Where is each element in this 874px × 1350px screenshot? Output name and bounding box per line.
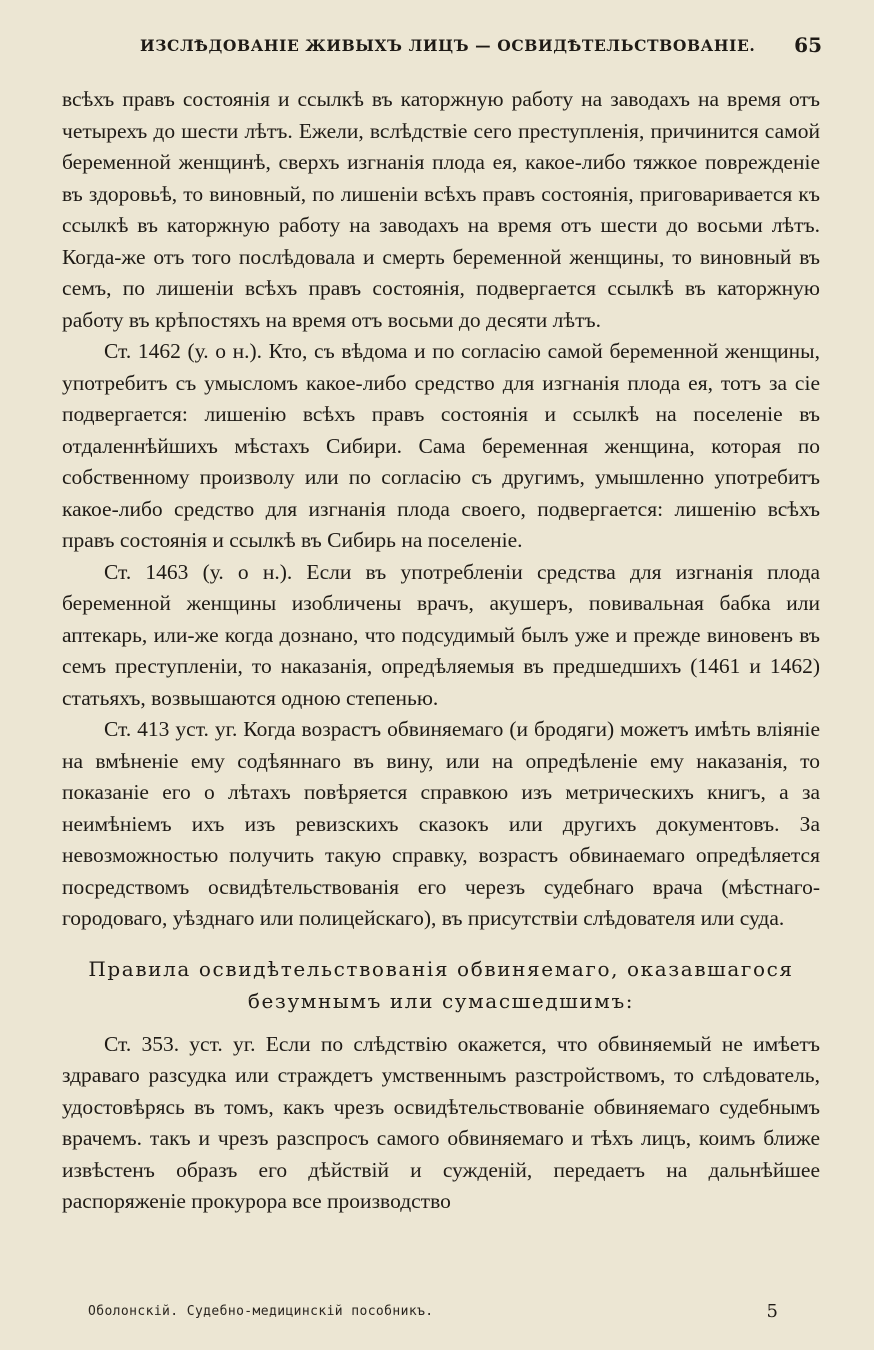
paragraph-continuation: всѣхъ правъ состоянія и ссылкѣ въ каторжную работу на заводахъ на время отъ четырехъ до шести лѣтъ. Ежели, вслѣдствіе сего преступленія, причинится самой беременной женщинѣ, сверхъ изгнанія плода ея, какое-либо тяжкое поврежденіе въ здоровьѣ, то виновный, по лишеніи всѣхъ правъ состоянія, приговаривается къ ссылкѣ въ каторжную работу на заводахъ на время отъ шести до восьми лѣтъ. Когда-же отъ того послѣдовала и смерть беременной женщины, то виновный въ семъ, по лишеніи всѣхъ правъ состоянія, подвергается ссылкѣ въ каторжную работу въ крѣпостяхъ на время отъ восьми до десяти лѣтъ. [62, 87, 820, 332]
running-head [62, 30, 822, 66]
running-title: ИЗСЛѢДОВАНІЕ ЖИВЫХЪ ЛИЦЪ — ОСВИДѢТЕЛЬСТВОВАНІЕ. [140, 36, 756, 55]
paragraph-article-1463: Ст. 1463 (у. о н.). Если въ употребленіи средства для изгнанія плода беременной женщины изобличены врачъ, акушеръ, повивальная бабка или аптекарь, или-же когда дознано, что подсудимый былъ уже и прежде виновенъ въ семъ преступленіи, то наказанія, опредѣляемыя въ предшедшихъ (1461 и 1462) статьяхъ, возвышаются одною степенью. [62, 559, 820, 710]
page-number: 65 [794, 33, 822, 57]
paragraph-article-353: Ст. 353. уст. уг. Если по слѣдствію окажется, что обвиняемый не имѣетъ здраваго разсудка или страждетъ умственнымъ разстройствомъ, то слѣдователь, удостовѣрясь въ томъ, какъ чрезъ освидѣтельствованіе обвиняемаго судебнымъ врачемъ. такъ и чрезъ разспросъ самого обвиняемаго и тѣхъ лицъ, коимъ ближе извѣстенъ образъ его дѣйствій и сужденій, передаетъ на дальнѣйшее распоряженіе прокурора все производство [62, 1031, 820, 1213]
body-text [62, 84, 820, 1218]
paragraph-article-413: Ст. 413 уст. уг. Когда возрастъ обвиняемаго (и бродяги) можетъ имѣть вліяніе на вмѣненіе ему содѣяннаго въ вину, или на опредѣленіе ему наказанія, то показаніе его о лѣтахъ повѣряется справкою изъ метрическихъ книгъ, а за неимѣніемъ ихъ изъ ревизскихъ сказокъ или другихъ документовъ. За невозможностью получить такую справку, возрастъ обвинаемаго опредѣляется посредствомъ освидѣтельствованія его черезъ судебнаго врача (мѣстнаго-городоваго, уѣзднаго или полицейскаго), въ присутствіи слѣдователя или суда. [62, 717, 820, 930]
section-heading: Правила освидѣтельствованія обвиняемаго, оказавшагося безумнымъ или сумасшедшимъ: [88, 956, 794, 1013]
paragraph-article-1462: Ст. 1462 (у. о н.). Кто, съ вѣдома и по согласію самой беременной женщины, употребитъ съ умысломъ какое-либо средство для изгнанія плода ея, тотъ за сіе подвергается: лишенію всѣхъ правъ состоянія и ссылкѣ на поселеніе въ отдаленнѣйшихъ мѣстахъ Сибири. Сама беременная женщина, которая по собственному произволу или по согласію съ другимъ, умышленно употребитъ какое-либо средство для изгнанія плода своего, подвергается: лишенію всѣхъ правъ состоянія и ссылкѣ въ Сибирь на поселеніе. [62, 339, 820, 552]
page-footer [88, 1301, 778, 1328]
signature-mark: 5 [766, 1301, 778, 1322]
footer-book-title: Оболонскій. Судебно-медицинскій пособникъ. [88, 1304, 434, 1319]
